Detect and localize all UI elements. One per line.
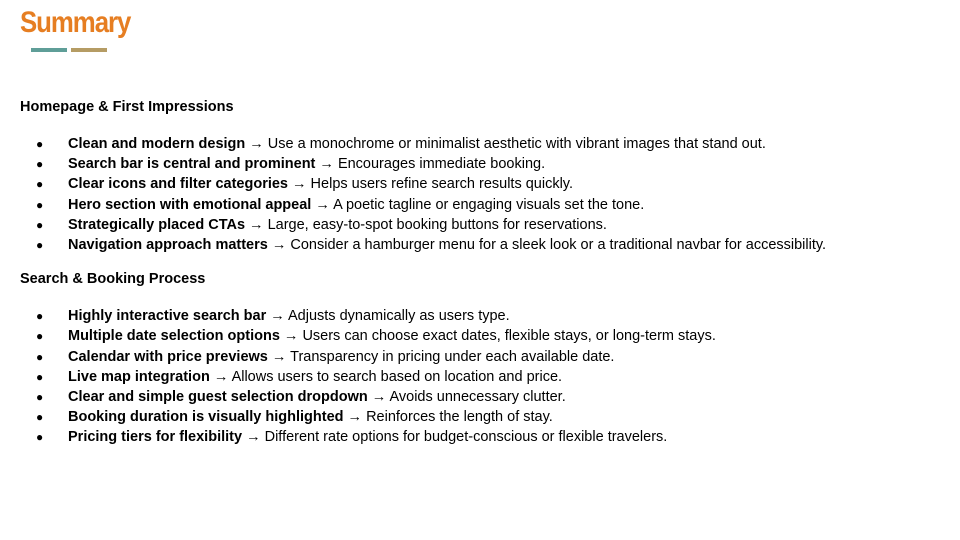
- bullet-icon: ●: [36, 390, 44, 405]
- list-item: ● Multiple date selection options → Users can choose exact dates, flexible stays, or long-term stays.: [20, 326, 950, 346]
- list-item: ● Hero section with emotional appeal → A poetic tagline or engaging visuals set the tone.: [20, 195, 950, 215]
- title-accent-bar-tan: [71, 48, 107, 52]
- search-booking-bullet-list: [20, 306, 950, 447]
- section-heading-search-booking: Search & Booking Process: [20, 271, 206, 288]
- bullet-icon: ●: [36, 177, 44, 192]
- list-item: ● Clear and simple guest selection dropdown → Avoids unnecessary clutter.: [20, 387, 950, 407]
- bullet-icon: ●: [36, 157, 44, 172]
- bullet-icon: ●: [36, 217, 44, 232]
- list-item: ● Pricing tiers for flexibility → Different rate options for budget-conscious or flexible travelers.: [20, 427, 950, 447]
- list-item: ● Booking duration is visually highlighted → Reinforces the length of stay.: [20, 407, 950, 427]
- list-item: ● Highly interactive search bar → Adjusts dynamically as users type.: [20, 306, 950, 326]
- list-item: ● Calendar with price previews → Transparency in pricing under each available date.: [20, 347, 950, 367]
- bullet-icon: ●: [36, 369, 44, 384]
- list-item: ● Clear icons and filter categories → Helps users refine search results quickly.: [20, 174, 950, 194]
- bullet-icon: ●: [36, 137, 44, 151]
- title-accent-bar-teal: [31, 48, 67, 52]
- slide-title: Summary: [20, 6, 131, 39]
- bullet-icon: ●: [36, 430, 44, 445]
- slide-body: [20, 98, 950, 448]
- bullet-icon: ●: [36, 410, 44, 425]
- bullet-icon: ●: [36, 309, 44, 324]
- list-item: ● Navigation approach matters → Consider a hamburger menu for a sleek look or a traditional navbar for accessibility.: [20, 235, 950, 255]
- list-item: ● Live map integration → Allows users to search based on location and price.: [20, 367, 950, 387]
- list-item: ● Strategically placed CTAs → Large, easy-to-spot booking buttons for reservations.: [20, 215, 950, 235]
- homepage-bullet-list: [20, 134, 950, 255]
- section-heading-homepage: Homepage & First Impressions: [20, 99, 234, 115]
- bullet-icon: ●: [36, 238, 44, 253]
- bullet-icon: ●: [36, 349, 44, 364]
- bullet-icon: ●: [36, 197, 44, 212]
- list-item: ● Search bar is central and prominent → Encourages immediate booking.: [20, 154, 950, 174]
- bullet-icon: ●: [36, 329, 44, 344]
- list-item: ● Clean and modern design → Use a monochrome or minimalist aesthetic with vibrant images that stand out.: [20, 134, 950, 154]
